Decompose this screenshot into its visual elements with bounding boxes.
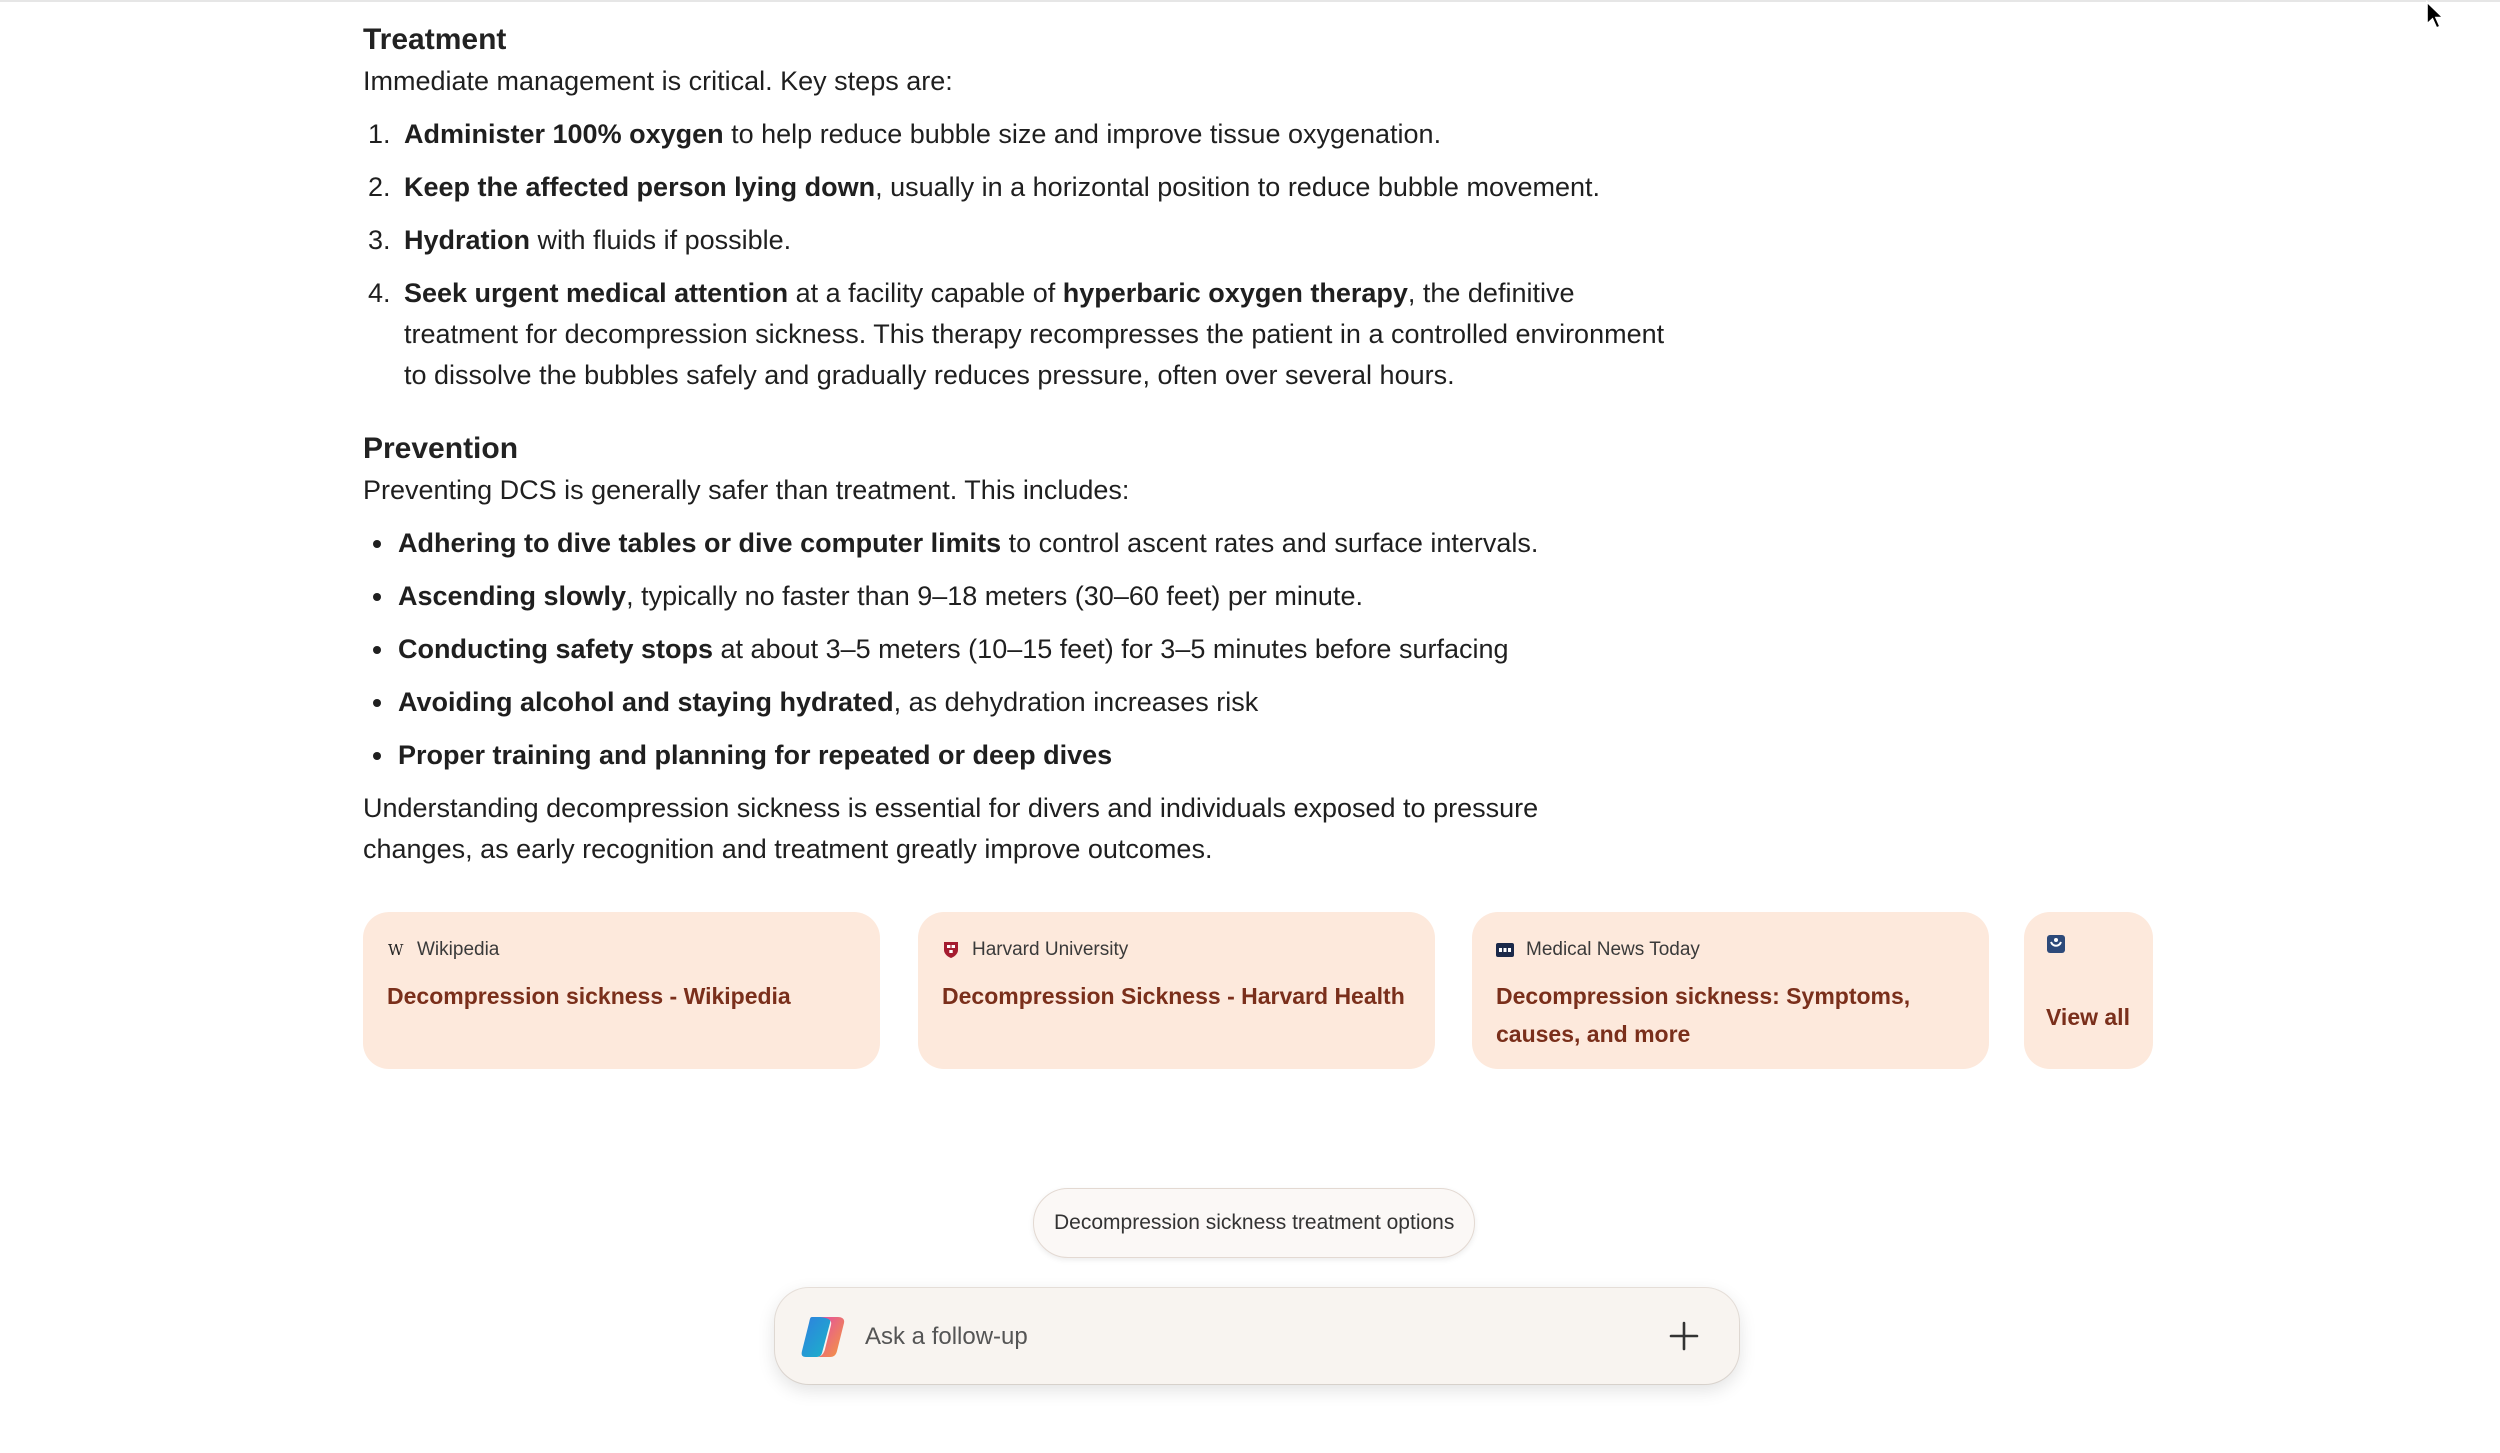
- copilot-logo-icon: [800, 1315, 846, 1359]
- list-item: Adhering to dive tables or dive computer limits to control ascent rates and surface intervals.: [363, 523, 1623, 564]
- view-all-link[interactable]: View all: [2046, 1004, 2130, 1030]
- source-title[interactable]: Decompression Sickness - Harvard Health: [942, 983, 1405, 1009]
- treatment-steps-list: [363, 114, 1665, 396]
- source-cards: [363, 912, 2163, 1069]
- suggestion-chip[interactable]: Decompression sickness treatment options: [1033, 1188, 1475, 1258]
- prevention-intro: Preventing DCS is generally safer than treatment. This includes:: [363, 475, 1130, 505]
- source-title[interactable]: Decompression sickness: Symptoms, causes, and more: [1496, 983, 1911, 1047]
- list-item: Ascending slowly, typically no faster than 9–18 meters (30–60 feet) per minute.: [363, 576, 1623, 617]
- follow-up-input[interactable]: [863, 1311, 1627, 1363]
- list-item: 3. Hydration with fluids if possible.: [368, 225, 792, 255]
- list-item: Conducting safety stops at about 3–5 meters (10–15 feet) for 3–5 minutes before surfacing: [363, 629, 1623, 670]
- source-card-mnt[interactable]: [1472, 912, 1989, 1069]
- source-site: Medical News Today: [1526, 939, 1700, 960]
- mouse-cursor-icon: [2424, 0, 2448, 32]
- plus-icon[interactable]: [1668, 1320, 1700, 1352]
- wikipedia-icon: [387, 941, 405, 959]
- svg-text:W: W: [388, 943, 404, 957]
- answer-content: [363, 0, 1665, 870]
- conclusion-text: Understanding decompression sickness is essential for divers and individuals exposed to pressure changes, as early recognition and treatment greatly improve outcomes.: [363, 793, 1539, 864]
- list-item: 2. Keep the affected person lying down, usually in a horizontal position to reduce bubble movement.: [368, 172, 1601, 202]
- list-item: 1. Administer 100% oxygen to help reduce bubble size and improve tissue oxygenation.: [368, 119, 1442, 149]
- source-card-wikipedia[interactable]: [363, 912, 880, 1069]
- harvard-shield-icon: [942, 941, 960, 959]
- source-site: Harvard University: [972, 939, 1129, 960]
- list-item: Proper training and planning for repeated or deep dives: [363, 735, 1623, 776]
- mnt-icon: [1496, 941, 1514, 959]
- composer: [775, 1288, 1739, 1384]
- treatment-heading: Treatment: [363, 23, 507, 56]
- treatment-intro: Immediate management is critical. Key steps are:: [363, 66, 953, 96]
- list-item: 4. Seek urgent medical attention at a facility capable of hyperbaric oxygen therapy, the definitive treatment for decompression sickness. This therapy recompresses the patient in a controlled environment to dissolve the bubbles safely and gradually reduces pressure, often over several hours.: [368, 278, 1665, 390]
- prevention-list: [363, 523, 1623, 776]
- list-item: Avoiding alcohol and staying hydrated, as dehydration increases risk: [363, 682, 1623, 723]
- site-favicon-icon: [2046, 934, 2066, 954]
- source-site: Wikipedia: [417, 939, 500, 960]
- prevention-heading: Prevention: [363, 432, 519, 465]
- source-card-harvard[interactable]: [918, 912, 1435, 1069]
- source-title[interactable]: Decompression sickness - Wikipedia: [387, 983, 791, 1009]
- view-all-card[interactable]: [2024, 912, 2153, 1069]
